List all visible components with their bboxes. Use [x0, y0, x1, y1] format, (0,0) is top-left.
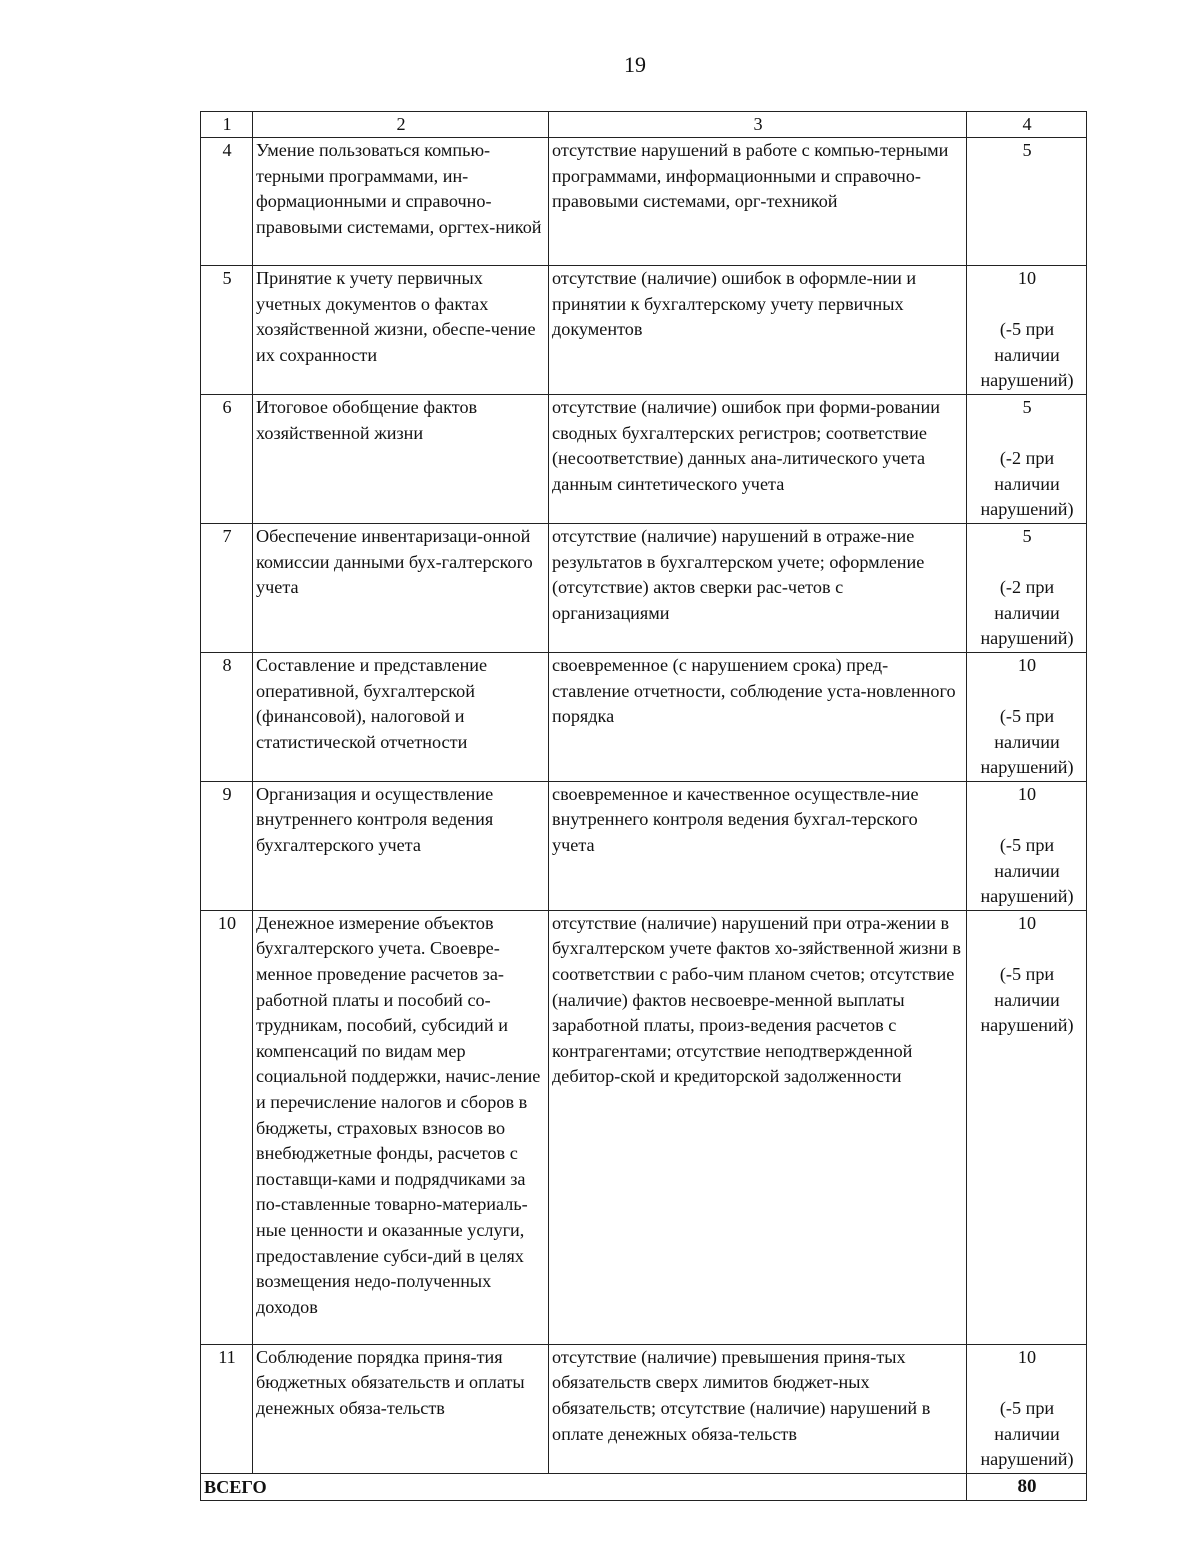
table-row: [201, 1344, 1087, 1473]
indicator-cell: своевременное (с нарушением срока) пред-ставление отчетности, соблюдение уста-новленного порядка: [549, 652, 967, 781]
table-row: [201, 652, 1087, 781]
score-value: 5: [1022, 525, 1032, 546]
indicator-cell: отсутствие (наличие) ошибок при форми-ровании сводных бухгалтерских регистров; соответствие (несоответствие) данных ана-литического учета данным синтетического учета: [549, 394, 967, 523]
criterion-cell: Принятие к учету первичных учетных документов о фактах хозяйственной жизни, обеспе-чение их сохранности: [253, 266, 549, 395]
criterion-cell: Соблюдение порядка приня-тия бюджетных обязательств и оплаты денежных обяза-тельств: [253, 1344, 549, 1473]
header-cell: 4: [967, 112, 1087, 138]
indicator-cell: своевременное и качественное осуществле-ние внутреннего контроля ведения бухгал-терского учета: [549, 781, 967, 910]
criterion-cell: Организация и осуществление внутреннего контроля ведения бухгалтерского учета: [253, 781, 549, 910]
table-row: [201, 910, 1087, 1344]
row-number: 7: [201, 523, 253, 652]
score-cell: [967, 266, 1087, 395]
evaluation-table: [200, 111, 1087, 1501]
total-value: 80: [967, 1473, 1087, 1500]
table-row: [201, 523, 1087, 652]
score-value: 10: [1017, 783, 1037, 804]
header-cell: 1: [201, 112, 253, 138]
score-value: 5: [1022, 140, 1032, 160]
row-number: 9: [201, 781, 253, 910]
score-penalty-note: (-5 при наличии нарушений): [980, 835, 1074, 907]
table-row: [201, 781, 1087, 910]
row-number: 10: [201, 910, 253, 1344]
header-cell: 2: [253, 112, 549, 138]
score-penalty-note: (-5 при наличии нарушений): [980, 964, 1074, 1036]
score-cell: [967, 1344, 1087, 1473]
criterion-cell: Умение пользоваться компью-терными программами, ин-формационными и справочно-правовыми системами, оргтех-никой: [253, 138, 549, 266]
score-penalty-note: (-5 при наличии нарушений): [980, 319, 1074, 391]
indicator-cell: отсутствие нарушений в работе с компью-терными программами, информационными и справочно-правовыми системами, орг-техникой: [549, 138, 967, 266]
score-value: 10: [1017, 654, 1037, 675]
criterion-cell: Итоговое обобщение фактов хозяйственной жизни: [253, 394, 549, 523]
indicator-cell: отсутствие (наличие) нарушений в отраже-ние результатов в бухгалтерском учете; оформление (отсутствие) актов сверки рас-четов с организациями: [549, 523, 967, 652]
score-cell: [967, 910, 1087, 1344]
table-row: [201, 266, 1087, 395]
criterion-cell: Составление и представление оперативной, бухгалтерской (финансовой), налоговой и статистической отчетности: [253, 652, 549, 781]
score-value: 5: [1022, 396, 1032, 417]
score-value: 10: [1017, 912, 1037, 933]
indicator-cell: отсутствие (наличие) нарушений при отра-жении в бухгалтерском учете фактов хо-зяйственной жизни в соответствии с рабо-чим планом счетов; отсутствие (наличие) фактов несвоевре-менной выплаты заработной платы, произ-ведения расчетов с контрагентами; отсутствие неподтвержденной дебитор-ской и кредиторской задолженности: [549, 910, 967, 1344]
row-number: 8: [201, 652, 253, 781]
score-cell: [967, 781, 1087, 910]
criterion-cell: Денежное измерение объектов бухгалтерского учета. Своевре-менное проведение расчетов за-работной платы и пособий со-трудникам, пособий, субсидий и компенсаций по видам мер социальной поддержки, начис-ление и перечисление налогов и сборов в бюджеты, страховых взносов во внебюджетные фонды, расчетов с поставщи-ками и подрядчиками за по-ставленные товарно-материаль-ные ценности и оказанные услуги, предоставление субси-дий в целях возмещения недо-полученных доходов: [253, 910, 549, 1344]
total-label: ВСЕГО: [201, 1473, 967, 1500]
row-number: 4: [201, 138, 253, 266]
score-penalty-note: (-2 при наличии нарушений): [980, 577, 1074, 649]
score-penalty-note: (-5 при наличии нарушений): [980, 1398, 1074, 1470]
page-number: 19: [624, 52, 646, 77]
score-cell: [967, 523, 1087, 652]
score-penalty-note: (-5 при наличии нарушений): [980, 706, 1074, 778]
total-row: [201, 1473, 1087, 1500]
row-number: 6: [201, 394, 253, 523]
table-row: [201, 138, 1087, 266]
score-cell: [967, 138, 1087, 266]
criterion-cell: Обеспечение инвентаризаци-онной комиссии данными бух-галтерского учета: [253, 523, 549, 652]
score-cell: [967, 394, 1087, 523]
score-penalty-note: (-2 при наличии нарушений): [980, 448, 1074, 520]
row-number: 11: [201, 1344, 253, 1473]
score-cell: [967, 652, 1087, 781]
row-number: 5: [201, 266, 253, 395]
indicator-cell: отсутствие (наличие) превышения приня-тых обязательств сверх лимитов бюджет-ных обязательств; отсутствие (наличие) нарушений в оплате денежных обяза-тельств: [549, 1344, 967, 1473]
indicator-cell: отсутствие (наличие) ошибок в оформле-нии и принятии к бухгалтерскому учету первичных документов: [549, 266, 967, 395]
score-value: 10: [1017, 1346, 1037, 1367]
table-row: [201, 394, 1087, 523]
score-value: 10: [1017, 268, 1037, 288]
table-header-row: [201, 112, 1087, 138]
header-cell: 3: [549, 112, 967, 138]
